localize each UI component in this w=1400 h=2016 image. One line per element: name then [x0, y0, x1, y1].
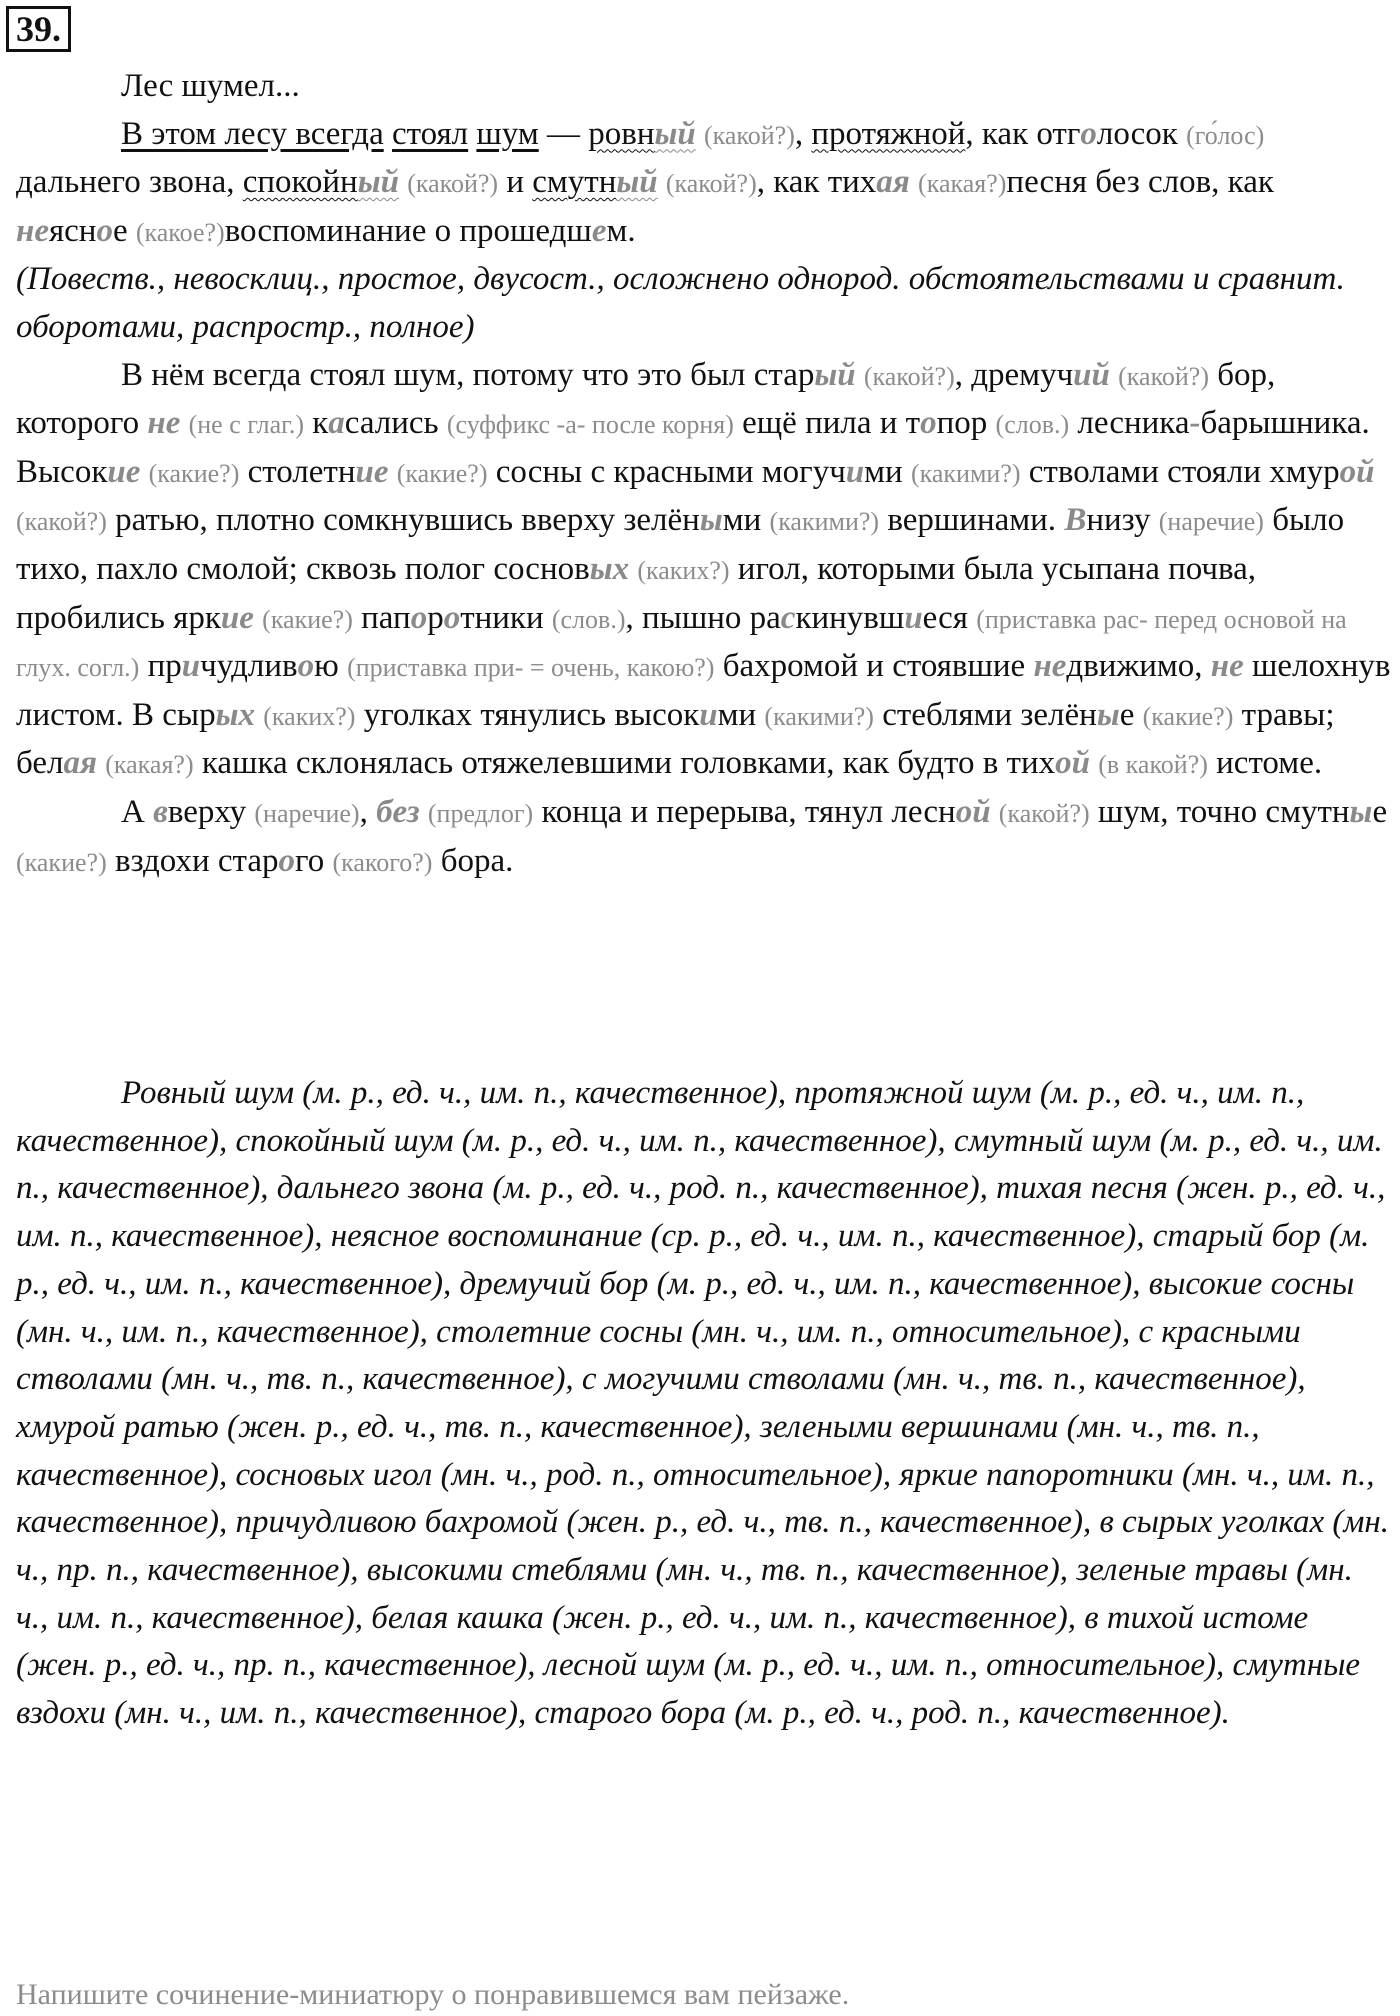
paragraph-3: А вверху (наречие), без (предлог) конца и перерыва, тянул лесной (какой?) шум, точно смутные (какие?) вздохи старого (какого?) бора.	[16, 793, 1388, 879]
wavy-underlined-term: спокойн	[242, 164, 358, 201]
hint-question: (какого?)	[332, 847, 433, 877]
orthogram: ий	[1073, 356, 1110, 393]
hint-question: (го́лос)	[1186, 120, 1265, 150]
orthogram: о	[443, 599, 461, 636]
hint-question: (какое?)	[135, 217, 225, 247]
orthogram: о	[96, 212, 113, 249]
orthogram: ых	[215, 696, 256, 733]
orthogram: ая	[876, 164, 910, 201]
orthogram: и	[181, 648, 201, 685]
orthogram: ый	[357, 164, 399, 201]
orthogram: о	[297, 648, 315, 685]
orthogram: о	[1080, 115, 1097, 152]
orthogram: ой	[955, 793, 991, 830]
syntax-note: (Повеств., невосклиц., простое, двусост., осложнено однород. обстоятельствами и сравнит. оборотами, распростр., полное)	[16, 261, 1345, 345]
exercise-number: 39.	[6, 6, 71, 52]
hint-question: (не с глаг.)	[188, 410, 304, 440]
hint-question: (наречие)	[254, 798, 360, 828]
hint-question: (предлог)	[427, 798, 534, 828]
paragraph-1: В этом лесу всегда стоял шум — ровный (какой?), протяжной, как отголосок (го́лос) дальнего звона, спокойный (какой?) и смутный (какой?), как тихая (какая?)песня без слов, как неясное (какое?)воспоминание о прошедшем.	[16, 115, 1274, 249]
hint-question: (в какой?)	[1098, 750, 1208, 780]
orthogram: ой	[1339, 453, 1375, 490]
orthogram: ый	[654, 115, 696, 152]
orthogram: ие	[107, 453, 141, 490]
orthogram: о	[410, 599, 428, 636]
hint-question: (какой?)	[665, 169, 757, 199]
wavy-underlined-term: протяжной	[811, 115, 966, 152]
hint-question: (какие?)	[1142, 701, 1234, 731]
hint-question: (какой?)	[863, 361, 955, 391]
orthogram: ы	[1096, 696, 1120, 733]
orthogram: и	[699, 696, 718, 733]
hint-question: (какая?)	[105, 750, 194, 780]
underlined-term: стоял	[391, 115, 469, 152]
wavy-underlined-term: смутн	[532, 164, 617, 201]
orthogram: В	[1064, 502, 1087, 539]
orthogram: ой	[1055, 745, 1090, 782]
hint-question: (какими?)	[764, 701, 874, 731]
underlined-term: шум	[476, 115, 539, 152]
hint-question: (какой?)	[16, 507, 107, 537]
exercise-text	[16, 63, 1391, 886]
orthogram: е	[591, 212, 607, 249]
hint-question: (какие?)	[396, 458, 488, 488]
hint-question: (суффикс -а- после корня)	[446, 410, 734, 440]
orthogram: ы	[699, 502, 723, 539]
task-text: Напишите сочинение-миниатюру о понравившемся вам пейзаже.	[16, 1978, 850, 2011]
hint-question: (слов.)	[995, 410, 1070, 440]
orthogram: и	[845, 453, 865, 490]
orthogram: ый	[616, 164, 658, 201]
underlined-term: В этом лесу всегда	[121, 115, 384, 152]
hint-question: (приставка рас- перед основой на глух. согл.)	[16, 604, 1347, 683]
hint-question: (каких?)	[263, 701, 356, 731]
orthogram: ие	[220, 599, 254, 636]
hint-question: (какой?)	[998, 798, 1090, 828]
hint-question: (каких?)	[637, 555, 730, 585]
orthogram: ая	[63, 745, 97, 782]
hint-question: (какими?)	[910, 458, 1021, 488]
orthogram: ы	[1349, 793, 1373, 830]
wavy-underlined-term: ровн	[588, 115, 655, 152]
orthogram: ый	[814, 356, 856, 393]
orthogram: не	[1033, 648, 1067, 685]
hint-question: (какая?)	[918, 169, 1007, 199]
orthogram: -	[1189, 405, 1201, 442]
orthogram: ие	[355, 453, 389, 490]
orthogram: с	[780, 599, 796, 636]
hint-question: (какой?)	[704, 120, 795, 150]
hint-question: (какие?)	[148, 458, 240, 488]
paragraph-2: В нём всегда стоял шум, потому что это был старый (какой?), дремучий (какой?) бор, которого не (не с глаг.) касались (суффикс -а- после корня) ещё пила и топор (слов.) лесника-барышника. Высокие (какие?) столетние (какие?) сосны с красными могучими (какими?) стволами стояли хмурой (какой?) ратью, плотно сомкнувшись вверху зелёными (какими?) вершинами. Внизу (наречие) было тихо, пахло смолой; сквозь полог сосновых (каких?) игол, которыми была усыпана почва, пробились яркие (какие?) папоротники (слов.), пышно раскинувшиеся (приставка рас- перед основой на глух. согл.) причудливою (приставка при- = очень, какою?) бахромой и стоявшие недвижимо, не шелохнув листом. В сырых (каких?) уголках тянулись высокими (какими?) стеблями зелёные (какие?) травы; белая (какая?) кашка склонялась отяжелевшими головками, как будто в тихой (в какой?) истоме.	[16, 356, 1391, 782]
hint-question: (какие?)	[262, 604, 353, 634]
orthogram: в	[153, 793, 168, 830]
adjective-analysis: Ровный шум (м. р., ед. ч., им. п., качественное), протяжной шум (м. р., ед. ч., им. п., качественное), спокойный шум (м. р., ед. ч., им. п., качественное), смутный шум (м. р., ед. ч., им. п., качественное), дальнего звона (м. р., ед. ч., род. п., качественное), тихая песня (жен. р., ед. ч., им. п., качественное), неясное воспоминание (ср. р., ед. ч., им. п., качественное), старый бор (м. р., ед. ч., им. п., качественное), дремучий бор (м. р., ед. ч., им. п., качественное), высокие сосны (мн. ч., им. п., качественное), столетние сосны (мн. ч., им. п., относительное), с красными стволами (мн. ч., тв. п., качественное), с могучими стволами (мн. ч., тв. п., качественное), хмурой ратью (жен. р., ед. ч., тв. п., качественное), зелеными вершинами (мн. ч., тв. п., качественное), сосновых игол (мн. ч., род. п., относительное), яркие папоротники (мн. ч., им. п., качественное), причудливою бахромой (жен. р., ед. ч., тв. п., качественное), в сырых уголках (мн. ч., пр. п., качественное), высокими стеблями (мн. ч., тв. п., качественное), зеленые травы (мн. ч., им. п., качественное), белая кашка (жен. р., ед. ч., им. п., качественное), в тихой истоме (жен. р., ед. ч., пр. п., качественное), лесной шум (м. р., ед. ч., им. п., относительное), смутные вздохи (мн. ч., им. п., качественное), старого бора (м. р., ед. ч., род. п., качественное).	[16, 1075, 1390, 1732]
orthogram: не	[1210, 648, 1244, 685]
title-line: Лес шумел...	[121, 68, 300, 104]
orthogram: о	[278, 842, 296, 879]
hint-question: (наречие)	[1158, 507, 1264, 537]
hint-question: (какими?)	[769, 507, 880, 537]
hint-question: (какой?)	[407, 169, 499, 199]
hint-question: (какие?)	[16, 847, 107, 877]
orthogram: не	[16, 212, 49, 249]
hint-question: (слов.)	[551, 604, 626, 634]
hint-question: (приставка при- = очень, какою?)	[347, 653, 715, 683]
orthogram: а	[328, 405, 345, 442]
orthogram: о	[920, 405, 937, 442]
orthogram: ых	[589, 550, 630, 587]
orthogram: и	[904, 599, 923, 636]
hint-question: (какой?)	[1118, 361, 1210, 391]
orthogram: не	[147, 405, 181, 442]
orthogram: без	[376, 793, 420, 830]
